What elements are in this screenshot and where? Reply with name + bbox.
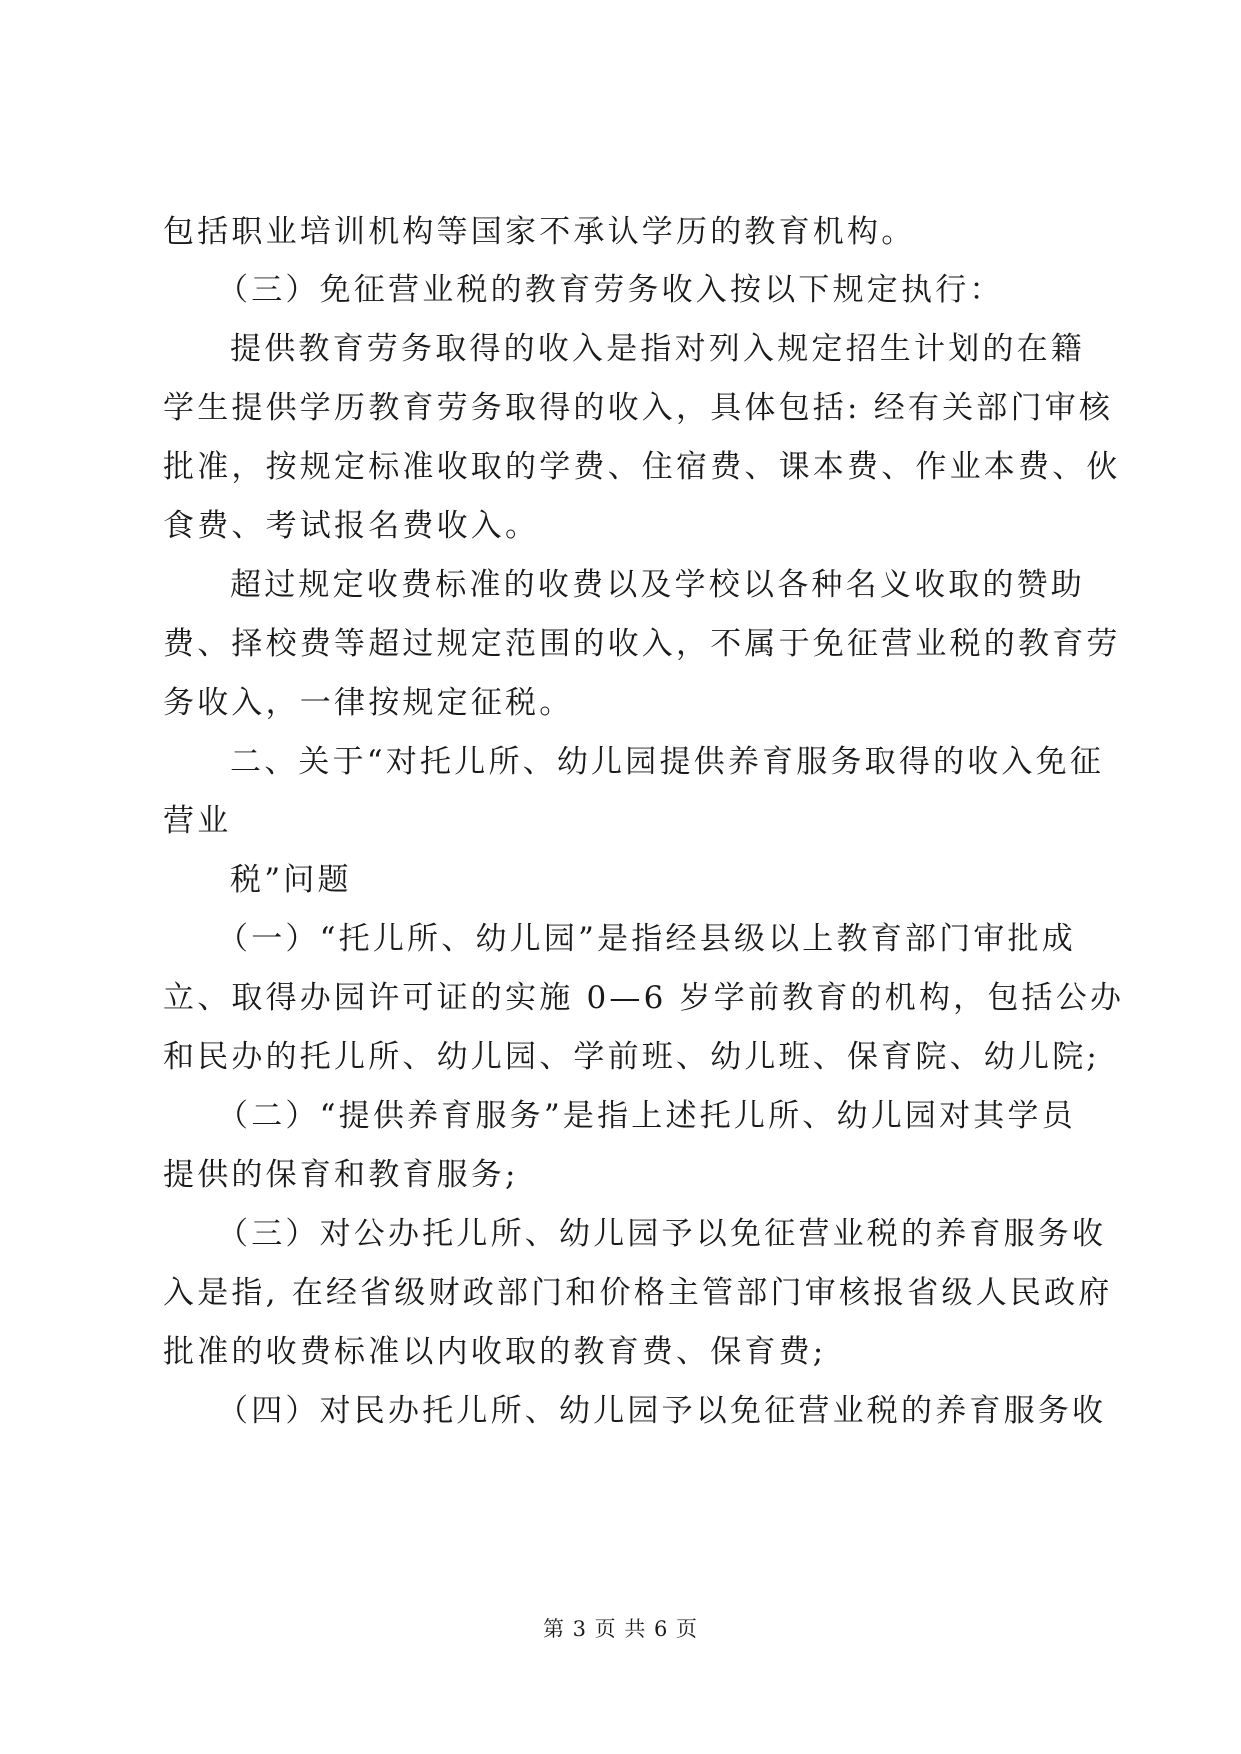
- text-line: （三）对公办托儿所、幼儿园予以免征营业税的养育服务收: [217, 1216, 1107, 1252]
- text-line: 税”问题: [230, 862, 352, 898]
- text-line: 批准的收费标准以内收取的教育费、保育费;: [163, 1334, 827, 1370]
- text-line: 务收入，一律按规定征税。: [163, 685, 574, 721]
- text-line: 营业: [163, 803, 232, 839]
- text-line: （四）对民办托儿所、幼儿园予以免征营业税的养育服务收: [217, 1393, 1107, 1429]
- text-line: 学生提供学历教育劳务取得的收入，具体包括: 经有关部门审核: [163, 390, 1114, 426]
- text-line: 批准，按规定标准收取的学费、住宿费、课本费、作业本费、伙: [163, 449, 1121, 485]
- text-line: 费、择校费等超过规定范围的收入，不属于免征营业税的教育劳: [163, 626, 1121, 662]
- text-line: 提供教育劳务取得的收入是指对列入规定招生计划的在籍: [230, 331, 1085, 367]
- text-line: 超过规定收费标准的收费以及学校以各种名义收取的赞助: [230, 567, 1085, 603]
- page-footer: 第 3 页 共 6 页: [542, 1617, 699, 1641]
- text-line: 提供的保育和教育服务;: [163, 1157, 519, 1193]
- text-line: 和民办的托儿所、幼儿园、学前班、幼儿班、保育院、幼儿院;: [163, 1039, 1101, 1075]
- text-line: 立、取得办园许可证的实施 0—6 岁学前教育的机构，包括公办: [163, 980, 1125, 1016]
- text-line: 包括职业培训机构等国家不承认学历的教育机构。: [163, 214, 916, 250]
- text-line: （二）“提供养育服务”是指上述托儿所、幼儿园对其学员: [217, 1098, 1076, 1134]
- text-line: 二、关于“对托儿所、幼儿园提供养育服务取得的收入免征: [230, 744, 1105, 780]
- text-line: 入是指, 在经省级财政部门和价格主管部门审核报省级人民政府: [163, 1275, 1113, 1311]
- text-line: （三）免征营业税的教育劳务收入按以下规定执行：: [217, 272, 1004, 308]
- text-line: 食费、考试报名费收入。: [163, 508, 540, 544]
- text-line: （一）“托儿所、幼儿园”是指经县级以上教育部门审批成: [217, 921, 1076, 957]
